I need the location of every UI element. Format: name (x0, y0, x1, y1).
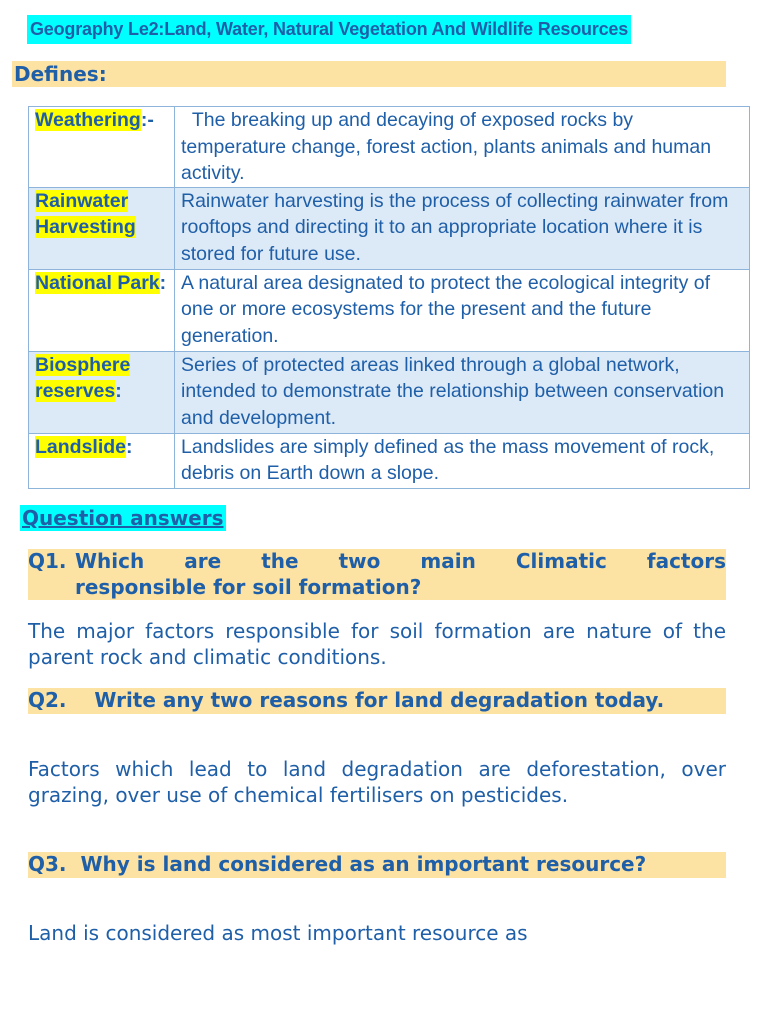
qa-heading: Question answers (22, 506, 224, 530)
definition-text: The breaking up and decaying of exposed rocks by temperature change, forest action, plants animals and human activity. (175, 107, 750, 188)
question-3 (28, 852, 726, 878)
definition-text: A natural area designated to protect the ecological integrity of one or more ecosystems for the present and the future generation. (175, 269, 750, 351)
question-text: Write any two reasons for land degradation today. (94, 688, 665, 712)
definitions-table (28, 106, 750, 489)
question-text: Why is land considered as an important resource? (80, 852, 647, 876)
question-number: Q3. (28, 852, 67, 876)
definition-row (29, 107, 750, 188)
document-title: Geography Le2:Land, Water, Natural Vegetation And Wildlife Resources (27, 15, 631, 44)
definition-term: National Park (35, 271, 160, 294)
question-1 (28, 549, 726, 600)
definition-row (29, 187, 750, 269)
definition-term-suffix: : (159, 271, 167, 294)
definition-term: Biosphere reserves (35, 353, 131, 402)
question-number: Q1. (28, 549, 67, 573)
definition-row (29, 351, 750, 433)
answer-2: Factors which lead to land degradation are deforestation, over grazing, over use of chemical fertilisers on pesticides. (28, 757, 726, 807)
definition-term-cell (29, 107, 175, 188)
definition-term-suffix: : (126, 435, 133, 458)
question-text-continued: responsible for soil formation? (75, 574, 422, 599)
definition-text: Series of protected areas linked through a global network, intended to demonstrate the relationship between conservation and development. (175, 351, 750, 433)
definition-row (29, 433, 750, 488)
answer-1: The major factors responsible for soil formation are nature of the parent rock and climatic conditions. (28, 619, 726, 669)
defines-heading: Defines: (12, 61, 726, 87)
definition-term: Landslide (35, 435, 127, 458)
definition-term: Weathering (35, 109, 141, 131)
definition-term-cell (29, 433, 175, 488)
question-number: Q2. (28, 688, 67, 712)
definition-term-suffix: : (115, 380, 122, 402)
definition-text: Landslides are simply defined as the mass movement of rock, debris on Earth down a slope. (175, 433, 750, 488)
definition-text: Rainwater harvesting is the process of collecting rainwater from rooftops and directing it to an appropriate location where it is stored for future use. (175, 187, 750, 269)
definition-row (29, 269, 750, 351)
definition-term-cell (29, 187, 175, 269)
question-2 (28, 688, 726, 714)
answer-3: Land is considered as most important resource as (28, 921, 528, 945)
question-text: Which are the two main Climatic factors (75, 549, 726, 573)
definition-term-suffix: :- (140, 109, 154, 131)
definition-term-cell (29, 351, 175, 433)
definition-term: Rainwater Harvesting (35, 189, 136, 238)
definition-term-cell (29, 269, 175, 351)
